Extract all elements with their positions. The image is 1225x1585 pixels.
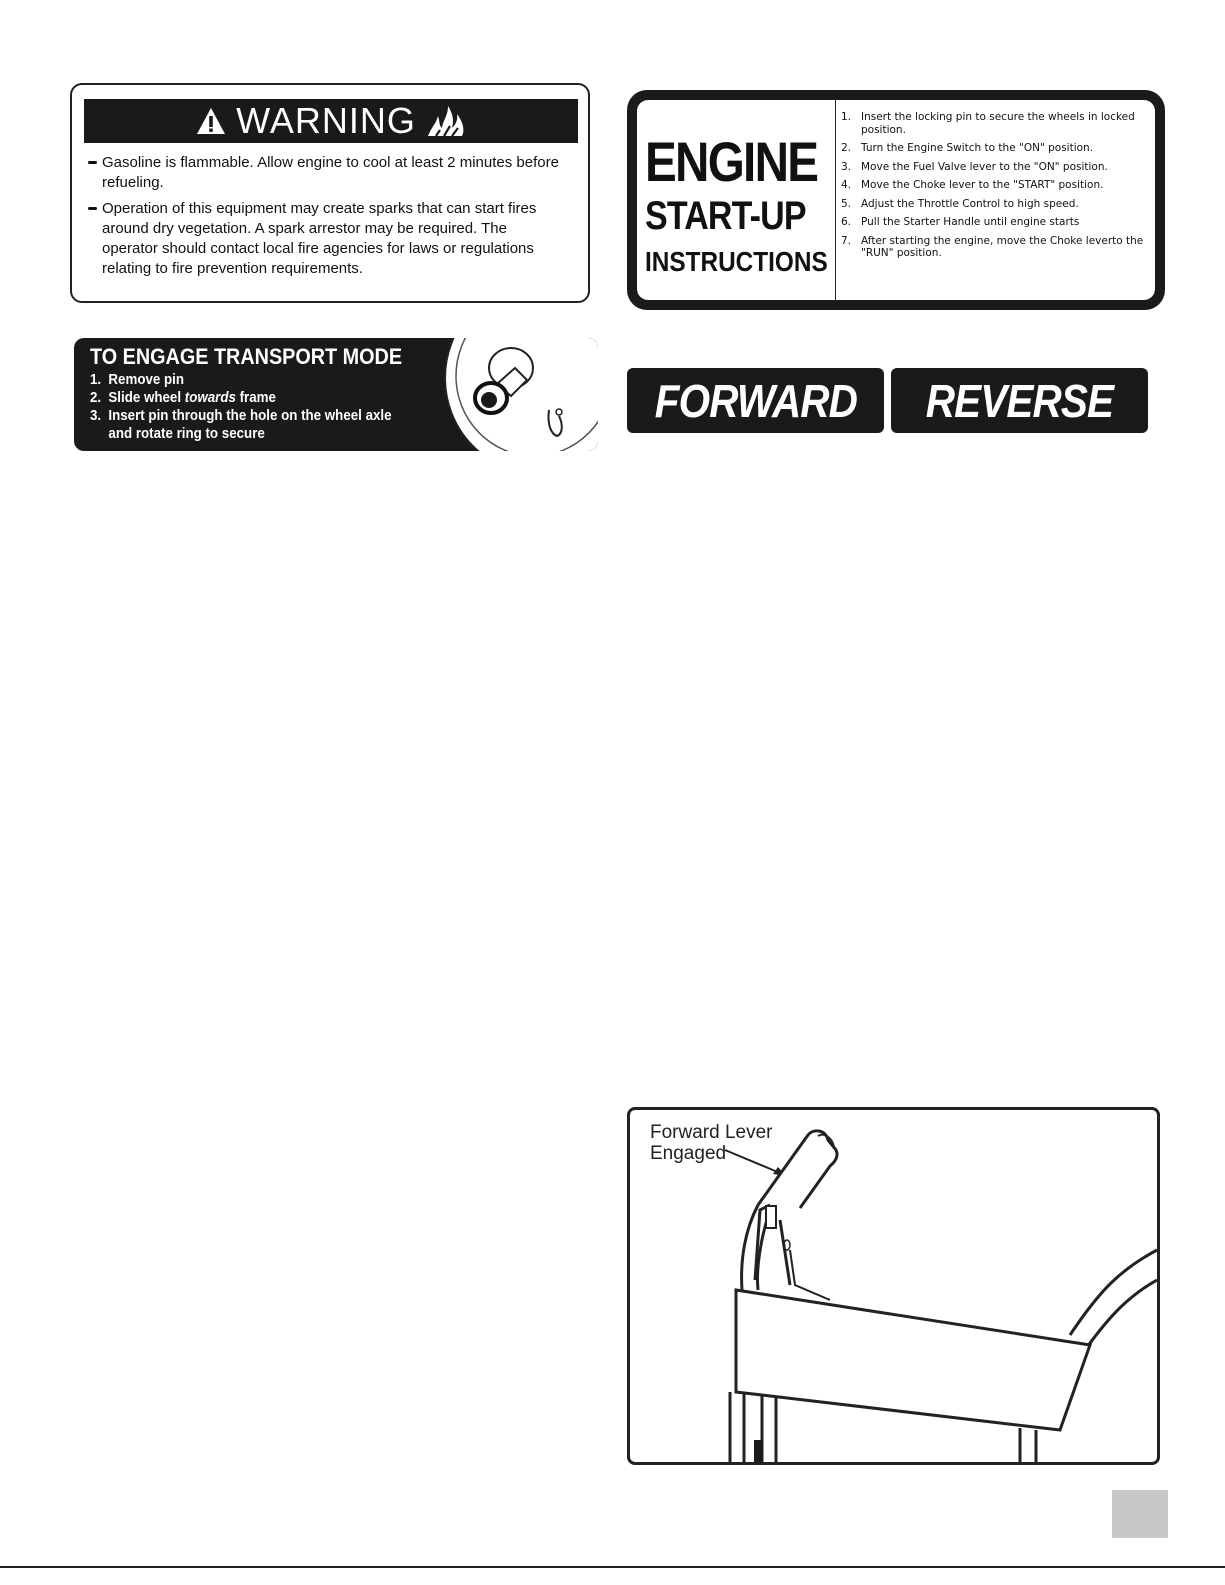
- warning-label: [70, 83, 590, 303]
- warning-item: Operation of this equipment may create sparks that can start fires around dry vegetation. A spark arrestor may be required. The operator should contact local fire agencies for laws or regulations relating to fire prevention requirements.: [86, 199, 562, 279]
- engine-title-line1: ENGINE: [645, 130, 818, 193]
- engine-step: 1. Insert the locking pin to secure the wheels in locked position.: [841, 111, 1135, 136]
- engine-step: 2. Turn the Engine Switch to the "ON" position.: [841, 142, 1094, 154]
- engine-step: 5. Adjust the Throttle Control to high speed.: [841, 197, 1079, 210]
- transport-step: 1. Remove pin: [90, 372, 185, 388]
- transport-step-continued: and rotate ring to secure: [108, 426, 265, 442]
- engine-title-panel: [637, 100, 836, 300]
- engine-step: 7. After starting the engine, move the Choke leverto the "RUN" position.: [841, 234, 1144, 259]
- engine-label-inner: [637, 100, 1155, 300]
- warning-title: WARNING: [236, 100, 416, 141]
- transport-step: 3. Insert pin through the hole on the wheel axle: [90, 408, 392, 424]
- illustration-caption: [650, 1122, 773, 1164]
- transport-steps: [90, 371, 418, 443]
- forward-lever-illustration: [627, 1107, 1160, 1465]
- warning-header: [84, 99, 578, 143]
- transport-title: TO ENGAGE TRANSPORT MODE: [90, 344, 403, 369]
- forward-label: FORWARD: [627, 368, 884, 433]
- caption-line2: Engaged: [650, 1143, 727, 1164]
- warning-triangle-icon: [196, 106, 226, 136]
- reverse-label: REVERSE: [891, 368, 1148, 433]
- engine-steps-list: [841, 111, 1149, 266]
- warning-item: Gasoline is flammable. Allow engine to cool at least 2 minutes before refueling.: [86, 153, 562, 193]
- engine-title-line3: INSTRUCTIONS: [645, 246, 828, 277]
- fire-icon: [426, 104, 466, 138]
- wheel-axle-icon: [419, 338, 598, 451]
- engine-step: 3. Move the Fuel Valve lever to the "ON" position.: [841, 160, 1108, 173]
- engine-step: 4. Move the Choke lever to the "START" position.: [841, 179, 1104, 191]
- engine-title-line2: START-UP: [645, 194, 806, 238]
- transport-step: 2. Slide wheel towards frame: [90, 390, 276, 406]
- engine-startup-label: [627, 90, 1165, 310]
- bottom-rule: [0, 1566, 1225, 1568]
- transport-mode-label: [74, 338, 598, 451]
- engine-step: 6. Pull the Starter Handle until engine starts: [841, 216, 1080, 228]
- page-number-tab: [1112, 1490, 1168, 1538]
- caption-line1: Forward Lever: [650, 1122, 773, 1143]
- warning-body: [86, 153, 562, 285]
